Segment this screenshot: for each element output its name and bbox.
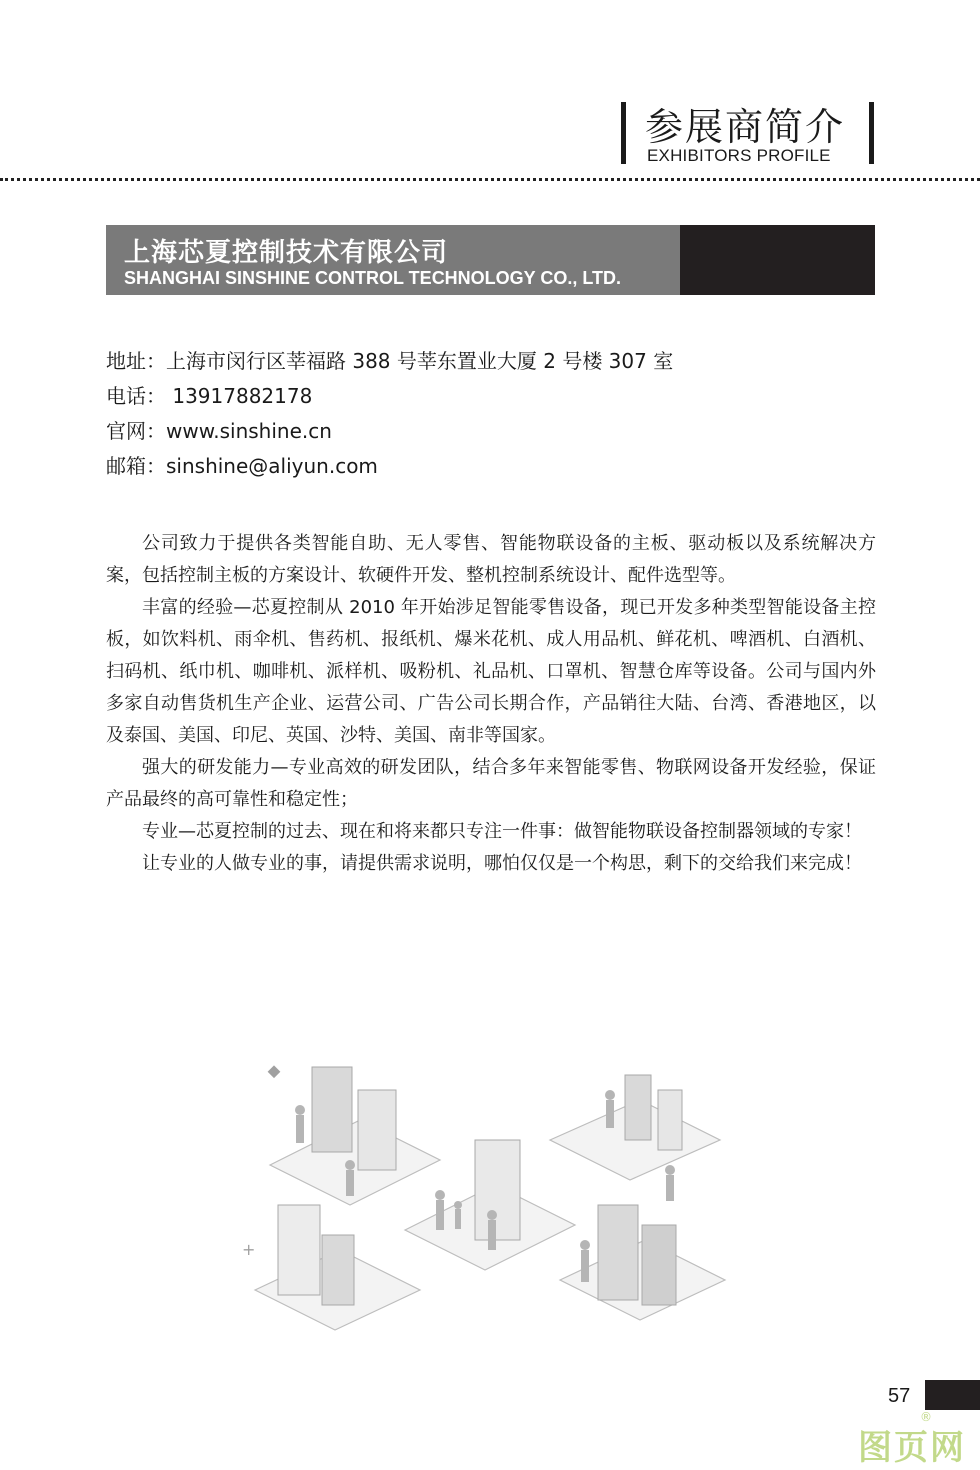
page-number: 57 xyxy=(888,1385,911,1407)
vending-machine xyxy=(278,1205,320,1295)
page-subtitle: EXHIBITORS PROFILE xyxy=(647,146,831,165)
vending-machine xyxy=(475,1140,520,1240)
page-title: 参展商简介 xyxy=(645,105,846,149)
company-name-cn: 上海芯夏控制技术有限公司 xyxy=(124,238,449,268)
paragraph: 丰富的经验—芯夏控制从 2010 年开始涉足智能零售设备，现已开发多种类型智能设备主控板，如饮料机、雨伞机、售药机、报纸机、爆米花机、成人用品机、鲜花机、啤酒机、白酒机、扫码机、纸巾机、咖啡机、派样机、吸粉机、礼品机、口罩机、智慧仓库等设备。公司与国内外多家自动售货机生产企业、运营公司、广告公司长期合作，产品销往大陆、台湾、香港地区，以及泰国、美国、印尼、英国、沙特、美国、南非等国家。 xyxy=(106,597,876,746)
vending-machine xyxy=(642,1225,676,1305)
header-bar-right xyxy=(869,102,874,164)
contact-website[interactable]: 官网：www.sinshine.cn xyxy=(106,419,332,443)
header-bar-left xyxy=(621,102,626,164)
vending-machine xyxy=(598,1205,638,1300)
platform-top-left xyxy=(270,1120,440,1205)
paragraph: 强大的研发能力—专业高效的研发团队，结合多年来智能零售、物联网设备开发经验，保证产品最终的高可靠性和稳定性； xyxy=(106,757,876,810)
kiosk-machine xyxy=(625,1075,651,1140)
company-banner-accent xyxy=(680,225,875,295)
kiosk-machine xyxy=(658,1090,682,1150)
vending-machines-illustration xyxy=(230,1055,730,1345)
contact-address: 地址：上海市闵行区莘福路 388 号莘东置业大厦 2 号楼 307 室 xyxy=(106,349,674,373)
vending-machine xyxy=(322,1235,354,1305)
company-description xyxy=(106,528,876,880)
paragraph: 公司致力于提供各类智能自助、无人零售、智能物联设备的主板、驱动板以及系统解决方案，包括控制主板的方案设计、软硬件开发、整机控制系统设计、配件选型等。 xyxy=(106,533,876,586)
contact-phone: 电话： 13917882178 xyxy=(106,384,313,408)
paragraph: 专业—芯夏控制的过去、现在和将来都只专注一件事：做智能物联设备控制器领域的专家！ xyxy=(142,821,862,842)
company-name-en: SHANGHAI SINSHINE CONTROL TECHNOLOGY CO., LTD. xyxy=(124,268,622,288)
watermark-logo: 图页网 xyxy=(858,1428,966,1468)
paragraph: 让专业的人做专业的事，请提供需求说明，哪怕仅仅是一个构思，剩下的交给我们来完成！ xyxy=(142,853,862,874)
contact-email[interactable]: 邮箱：sinshine@aliyun.com xyxy=(106,454,378,478)
vending-machine xyxy=(358,1090,396,1170)
page-number-tab xyxy=(925,1380,980,1410)
watermark-registered-mark: ® xyxy=(920,1410,932,1424)
dotted-divider xyxy=(0,178,980,181)
vending-machine xyxy=(312,1067,352,1152)
diamond-decoration xyxy=(268,1065,281,1078)
plus-decoration: + xyxy=(242,1240,256,1259)
